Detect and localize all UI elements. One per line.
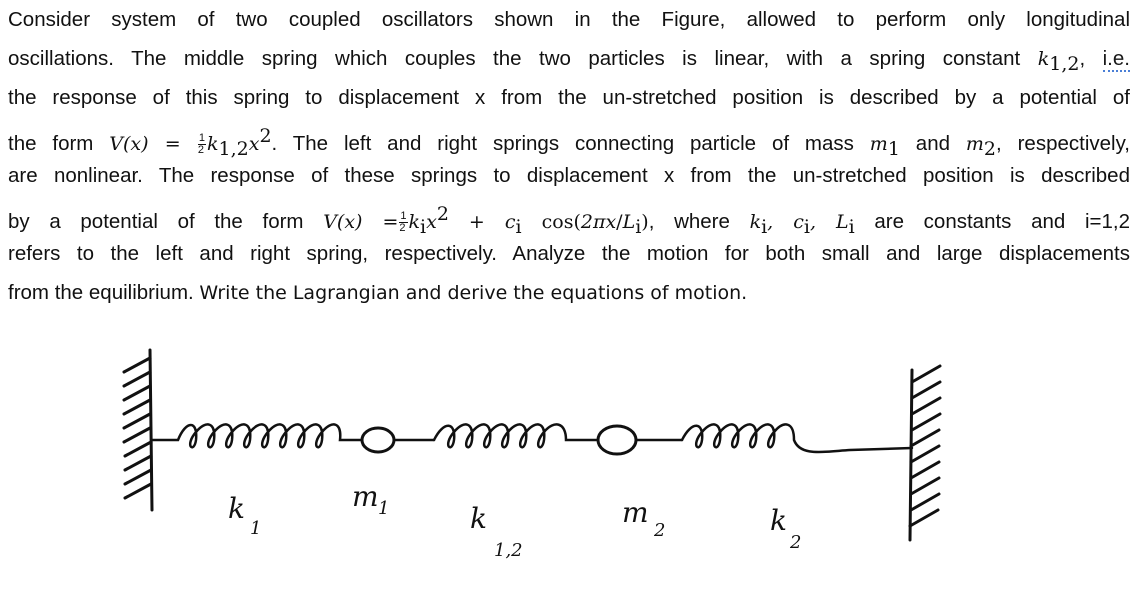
label-k2: k xyxy=(770,504,787,537)
problem-line-8 xyxy=(8,273,1130,312)
text-where: , where xyxy=(648,209,750,233)
math-k: k xyxy=(1037,48,1050,70)
math-L: L xyxy=(622,210,636,233)
spring-left xyxy=(152,424,362,447)
math-k-sub: 1,2 xyxy=(218,137,249,160)
spring-right xyxy=(682,424,912,452)
problem-line-1 xyxy=(8,0,1130,39)
right-wall-hatch xyxy=(912,382,940,398)
math-x: x xyxy=(426,210,437,233)
math-m2: m xyxy=(965,132,984,155)
math-k: k xyxy=(207,132,219,155)
problem-line-7 xyxy=(8,234,1130,273)
math-cos-arg: 2πx xyxy=(580,210,617,233)
right-wall-hatch xyxy=(911,494,939,510)
label-m1: m xyxy=(352,480,379,513)
right-wall xyxy=(910,366,940,540)
text-line-4a: the form xyxy=(8,131,110,155)
math-k-sub: i xyxy=(420,215,427,238)
ie-link[interactable]: i.e. xyxy=(1102,47,1130,70)
fraction-half xyxy=(198,133,206,156)
spring-middle xyxy=(434,424,598,447)
right-wall-hatch xyxy=(911,446,939,462)
right-wall-hatch xyxy=(910,510,938,526)
instruction-text: Write the Lagrangian and derive the equations of motion. xyxy=(199,282,748,304)
figure-labels xyxy=(228,480,801,561)
math-close-paren: ) xyxy=(641,210,649,233)
math-c-sub: i xyxy=(515,215,522,238)
right-wall-line xyxy=(910,370,912,540)
math-L: , L xyxy=(809,210,849,233)
left-wall-hatch xyxy=(125,442,151,456)
left-wall-hatch xyxy=(124,428,150,442)
text-line-6-end: are constants and i=1,2 xyxy=(854,209,1130,233)
fraction-den: 2 xyxy=(197,143,204,156)
math-m2-sub: 2 xyxy=(983,137,997,160)
math-V: V(x) = xyxy=(109,132,197,155)
label-m2-sub: 2 xyxy=(654,520,666,541)
fraction-den: 2 xyxy=(399,221,406,234)
left-wall-hatch xyxy=(125,484,151,498)
math-k: k xyxy=(749,210,762,233)
right-wall-hatch xyxy=(911,478,939,494)
problem-line-3 xyxy=(8,78,1130,117)
right-wall-hatch xyxy=(911,430,939,446)
math-m1-sub: 1 xyxy=(887,137,900,160)
right-wall-hatch xyxy=(912,366,940,382)
math-cos: cos( xyxy=(521,210,581,233)
springs xyxy=(152,424,912,452)
math-V: V(x) = xyxy=(323,210,399,233)
mass-m2 xyxy=(598,426,636,454)
math-c: , c xyxy=(767,210,804,233)
right-wall-hatch xyxy=(912,398,940,414)
oscillator-figure xyxy=(0,330,1137,591)
math-k-sub: i xyxy=(761,215,768,238)
left-wall-hatch xyxy=(125,456,151,470)
problem-line-5 xyxy=(8,156,1130,195)
label-m1-sub: 1 xyxy=(378,498,390,519)
label-k2-sub: 2 xyxy=(790,532,802,553)
label-m2: m xyxy=(622,496,649,529)
left-wall-hatch xyxy=(124,386,150,400)
math-c-sub: i xyxy=(803,215,810,238)
left-wall-hatch xyxy=(124,372,150,386)
text-line-1: Consider system of two coupled oscillators shown in the Figure, allowed to perform only longitudinal xyxy=(8,8,1130,31)
right-wall-hatch xyxy=(912,414,940,430)
text-line-2b: , xyxy=(1079,47,1103,70)
oscillator-drawing xyxy=(0,330,1137,591)
math-L-sub: i xyxy=(635,215,642,238)
problem-line-6 xyxy=(8,195,1130,238)
text-line-4b: . The left and right springs connecting particle of mass xyxy=(271,131,870,155)
text-line-6a: by a potential of the form xyxy=(8,209,324,233)
math-x-sup: 2 xyxy=(259,125,272,147)
left-wall-hatch xyxy=(125,470,151,484)
problem-line-4 xyxy=(8,117,1130,160)
math-L-sub: i xyxy=(848,215,855,238)
left-wall xyxy=(124,350,152,510)
label-k12: k xyxy=(470,502,487,535)
problem-line-2 xyxy=(8,39,1130,78)
text-line-5: are nonlinear. The response of these springs to displacement x from the un-stretched position is described xyxy=(8,164,1130,187)
mass-m1 xyxy=(362,428,394,452)
math-k-sub: 1,2 xyxy=(1049,53,1080,76)
text-line-2a: oscillations. The middle spring which couples the two particles is linear, with a spring constant xyxy=(8,47,1021,70)
left-wall-hatch xyxy=(124,358,150,372)
label-k12-sub: 1,2 xyxy=(494,540,523,561)
math-x-sup: 2 xyxy=(436,203,449,225)
math-c: c xyxy=(504,210,516,233)
problem-statement xyxy=(8,0,1130,312)
fraction-num: 1 xyxy=(400,209,407,222)
math-m1: m xyxy=(869,132,888,155)
math-k: k xyxy=(408,210,421,233)
left-wall-hatch xyxy=(124,414,150,428)
right-wall-hatch xyxy=(911,462,939,478)
text-and: and xyxy=(899,131,966,155)
fraction-half xyxy=(399,211,407,234)
label-k1: k xyxy=(228,492,245,525)
math-plus: + xyxy=(448,210,505,233)
text-line-8a: from the equilibrium. xyxy=(8,281,200,304)
text-line-3: the response of this spring to displacement x from the un-stretched position is described by a potential of xyxy=(8,86,1130,109)
label-k1-sub: 1 xyxy=(250,518,262,539)
fraction-num: 1 xyxy=(198,131,205,144)
math-x: x xyxy=(248,132,260,155)
text-line-4c: , respectively, xyxy=(996,131,1130,155)
text-line-7: refers to the left and right spring, respectively. Analyze the motion for both small and large displacements xyxy=(8,242,1130,265)
left-wall-hatch xyxy=(124,400,150,414)
math-slash: / xyxy=(616,210,623,233)
